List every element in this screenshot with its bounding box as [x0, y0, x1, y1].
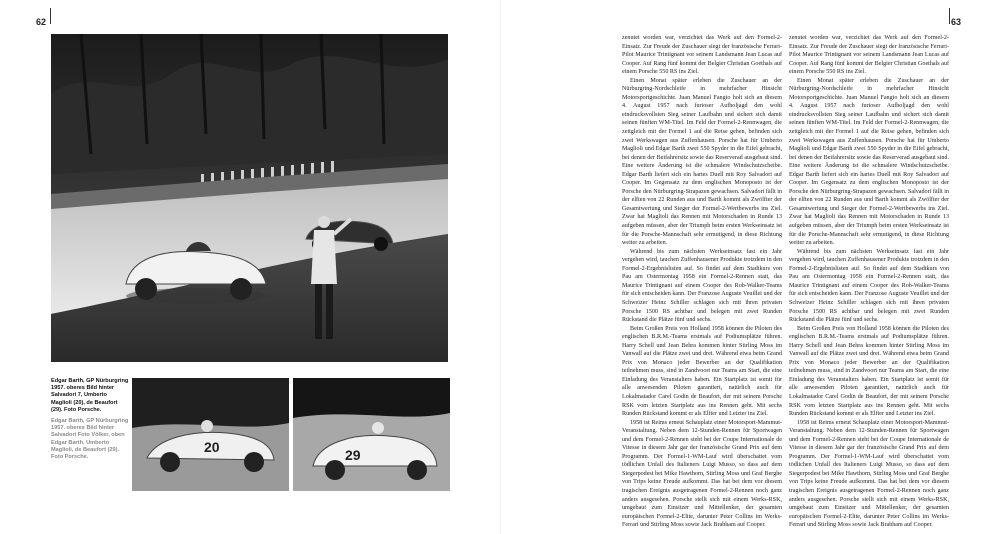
text-column-2	[789, 34, 949, 529]
paragraph: Einen Monat später erleben die Zuschauer an der Nürburgring-Nordschleife in mehrfacher Hinsicht Motorsportgeschichte. Juan Manuel Fangio holt sich an diesem 4. August 1957 nach furioser Aufholjagd den wohl eindrucksvollsten Sieg seiner Laufbahn und sichert sich damit seinen fünften WM-Titel. Im Feld der Formel-2-Rennwagen, die zeitgleich mit der Formel 1 auf die Reise gehen, befinden sich zwei Werkswagen aus Zuffenhausen. Porsche hat für Umberto Maglioli und Edgar Barth zwei 550 Spyder in die Eifel gebracht, bei denen der Beifahrersitz sowie das Reserverad ausgebaut sind. Eine weitere Änderung ist die schmalere Windschutzscheibe. Edgar Barth liefert sich ein hartes Duell mit Roy Salvadori auf Cooper. Im Gegensatz zu dem englischen Monoposto ist der Porsche den Nürburgring-Strapazen gewachsen. Salvadori fällt in der elften von 22 Runden aus und Barth kommt als Zwölfter der Gesamtwertung und Sieger der Formel-2-Wertbewerbs ins Ziel. Zwar hat Maglioli das Rennen mit Motorschaden in Runde 13 aufgeben müssen, aber der Triumph beim ersten Werkseinsatz ist für die Porsche-Mannschaft sehr ermutigend, in diese Richtung weiter zu arbeiten.	[789, 77, 949, 247]
text-column-1	[622, 34, 782, 529]
photo-caption-german: Edgar Barth, GP Nürburgring 1957. oberes Bild hinter Salvadori 7, Umberto Maglioli (20), de Beaufort (29). Foto Porsche.	[51, 378, 129, 413]
page-gutter	[500, 0, 501, 534]
photo-caption-english: Edgar Barth, GP Nürburgring 1957. oberes Bild hinter Salvadori Foto Völker, oben Edgar Barth, Umberto Maglioli, de Beaufort (29). Foto Porsche.	[51, 418, 129, 461]
race-photo-car-29	[293, 378, 450, 491]
car-number-29: 29	[345, 447, 361, 463]
paragraph: Während bis zum nächsten Werkseinsatz fast ein Jahr vergehen wird, tauchen Zuffenhausener Produkte trotzdem in den Formel-2-Ergebnislisten auf. So findet auf dem Stadtkurs von Pau am Ostermontag 1958 ein Formel-2-Rennen statt, das Maurice Trintignant auf einem Cooper des Rob-Walker-Teams für sich entscheiden kann. Der Franzose Auguste Veuillet und der Schweizer Heinz Schiller schlagen sich mit ihren privaten Porsche 1500 RS achtbar und belegen mit zwei Runden Rückstand die Plätze fünf und sechs.	[789, 248, 949, 324]
main-race-photo	[51, 34, 448, 362]
race-photo-car-20	[132, 378, 289, 491]
paragraph: Beim Großen Preis von Holland 1958 können die Piloten des englischen B.R.M.-Teams erstmals auf Podiumsplätze führen. Harry Schell und Jean Behra kommen hinter Stirling Moss im Vanwall auf die Plätze zwei und drei. Während etwa beim Grand Prix von Monaco jeder Bewerber an der Qualifikation teilnehmen muss, sind in Zandvoort nur Teams am Start, die eine Einladung des Veranstalters haben. Ein Startplatz ist somit für alle anwesenden Piloten garantiert, natürlich auch für Lokalmatador Carel Godin de Beaufort, der mit seinem Porsche RSK vom letzten Startplatz aus ins Rennen geht. Mit sechs Runden Rückstand kommt er als Elfter und Letzter ins Ziel.	[622, 325, 782, 418]
car-number-20: 20	[204, 439, 220, 455]
paragraph: Während bis zum nächsten Werkseinsatz fast ein Jahr vergehen wird, tauchen Zuffenhausener Produkte trotzdem in den Formel-2-Ergebnislisten auf. So findet auf dem Stadtkurs von Pau am Ostermontag 1958 ein Formel-2-Rennen statt, das Maurice Trintignant auf einem Cooper des Rob-Walker-Teams für sich entscheiden kann. Der Franzose Auguste Veuillet und der Schweizer Heinz Schiller schlagen sich mit ihren privaten Porsche 1500 RS achtbar und belegen mit zwei Runden Rückstand die Plätze fünf und sechs.	[622, 248, 782, 324]
paragraph: zenutet worden war, verzichtet das Werk auf den Formel-2-Einsatz. Zur Freude der Zuschauer siegt der französische Ferrari-Pilot Maurice Trintignant vor seinem Landsmann Jean Lucas auf Cooper. Auf Rang fünf kommt der Belgier Christian Goethals auf einem Porsche 550 RS ins Ziel.	[789, 35, 949, 76]
crop-mark-right	[949, 8, 950, 24]
paragraph: 1958 ist Reims erneut Schauplatz einer Motorsport-Mammut-Veranstaltung. Neben dem 12-Stunden-Rennen für Sportwagen und dem Formel-2-Rennen steht bei der Coupe Internationale de Vitesse in diesem Jahr gar der französische Grand Prix auf dem Programm. Der Formel-1-WM-Lauf wird überschattet vom tödlichen Unfall des Italieners Luigi Musso, so dass auf dem Siegerpodest bei Mike Hawthorn, Stirling Moss und Graf Berghe von Trips keine Freude aufkommt. Das hat bei dem vor diesem tragischen Ereignis ausgetragenen Formel-2-Rennen noch ganz anders ausgesehen. Porsche stellt sich mit einem Werks-RSK, umgebaut zum Einsitzer und Mittellenker, der gesamten europäischen Formel-2-Elite, darunter Peter Collins im Werks-Ferrari und Stirling Moss sowie Jack Brabham auf Cooper.	[789, 419, 949, 529]
paragraph: Einen Monat später erleben die Zuschauer an der Nürburgring-Nordschleife in mehrfacher Hinsicht Motorsportgeschichte. Juan Manuel Fangio holt sich an diesem 4. August 1957 nach furioser Aufholjagd den wohl eindrucksvollsten Sieg seiner Laufbahn und sichert sich damit seinen fünften WM-Titel. Im Feld der Formel-2-Rennwagen, die zeitgleich mit der Formel 1 auf die Reise gehen, befinden sich zwei Werkswagen aus Zuffenhausen. Porsche hat für Umberto Maglioli und Edgar Barth zwei 550 Spyder in die Eifel gebracht, bei denen der Beifahrersitz sowie das Reserverad ausgebaut sind. Eine weitere Änderung ist die schmalere Windschutzscheibe. Edgar Barth liefert sich ein hartes Duell mit Roy Salvadori auf Cooper. Im Gegensatz zu dem englischen Monoposto ist der Porsche den Nürburgring-Strapazen gewachsen. Salvadori fällt in der elften von 22 Runden aus und Barth kommt als Zwölfter der Gesamtwertung und Sieger der Formel-2-Wertbewerbs ins Ziel. Zwar hat Maglioli das Rennen mit Motorschaden in Runde 13 aufgeben müssen, aber der Triumph beim ersten Werkseinsatz ist für die Porsche-Mannschaft sehr ermutigend, in diese Richtung weiter zu arbeiten.	[622, 77, 782, 247]
paragraph: zenutet worden war, verzichtet das Werk auf den Formel-2-Einsatz. Zur Freude der Zuschauer siegt der französische Ferrari-Pilot Maurice Trintignant vor seinem Landsmann Jean Lucas auf Cooper. Auf Rang fünf kommt der Belgier Christian Goethals auf einem Porsche 550 RS ins Ziel.	[622, 35, 782, 76]
page-number-left: 62	[36, 17, 47, 27]
paragraph: 1958 ist Reims erneut Schauplatz einer Motorsport-Mammut-Veranstaltung. Neben dem 12-Stunden-Rennen für Sportwagen und dem Formel-2-Rennen steht bei der Coupe Internationale de Vitesse in diesem Jahr gar der französische Grand Prix auf dem Programm. Der Formel-1-WM-Lauf wird überschattet vom tödlichen Unfall des Italieners Luigi Musso, so dass auf dem Siegerpodest bei Mike Hawthorn, Stirling Moss und Graf Berghe von Trips keine Freude aufkommt. Das hat bei dem vor diesem tragischen Ereignis ausgetragenen Formel-2-Rennen noch ganz anders ausgesehen. Porsche stellt sich mit einem Werks-RSK, umgebaut zum Einsitzer und Mittellenker, der gesamten europäischen Formel-2-Elite, darunter Peter Collins im Werks-Ferrari und Stirling Moss sowie Jack Brabham auf Cooper.	[622, 419, 782, 529]
page-number-right: 63	[951, 17, 962, 27]
crop-mark-left	[50, 8, 51, 24]
paragraph: Beim Großen Preis von Holland 1958 können die Piloten des englischen B.R.M.-Teams erstmals auf Podiumsplätze führen. Harry Schell und Jean Behra kommen hinter Stirling Moss im Vanwall auf die Plätze zwei und drei. Während etwa beim Grand Prix von Monaco jeder Bewerber an der Qualifikation teilnehmen muss, sind in Zandvoort nur Teams am Start, die eine Einladung des Veranstalters haben. Ein Startplatz ist somit für alle anwesenden Piloten garantiert, natürlich auch für Lokalmatador Carel Godin de Beaufort, der mit seinem Porsche RSK vom letzten Startplatz aus ins Rennen geht. Mit sechs Runden Rückstand kommt er als Elfter und Letzter ins Ziel.	[789, 325, 949, 418]
